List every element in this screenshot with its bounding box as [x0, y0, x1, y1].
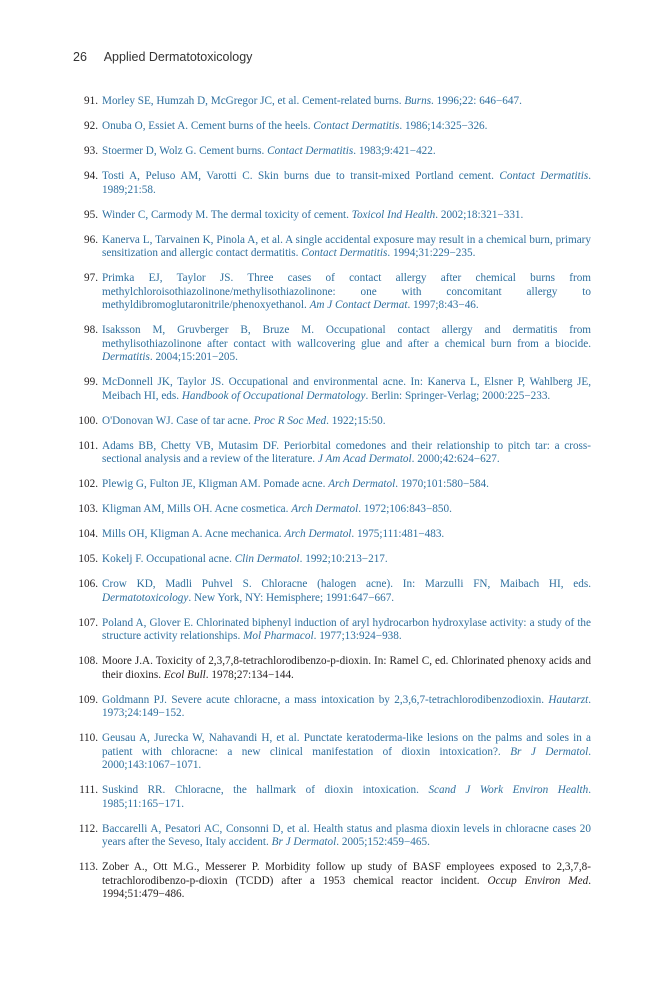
- reference-journal: Contact Dermatitis: [301, 247, 388, 259]
- reference-number: 95.: [84, 208, 98, 221]
- reference-item[interactable]: [76, 209, 591, 223]
- reference-journal: Am J Contact Dermat: [309, 299, 408, 311]
- reference-item[interactable]: [76, 145, 591, 159]
- reference-item[interactable]: [76, 440, 591, 467]
- page-number: 26: [73, 50, 87, 64]
- reference-citation: . 1922;15:50.: [326, 414, 386, 427]
- reference-number: 103.: [78, 503, 98, 515]
- reference-authors-title: Moore J.A. Toxicity of 2,3,7,8-tetrachlorodibenzo-p-dioxin. In: Ramel C, ed. Chlorinated phenoxy acids and their dioxins.: [102, 655, 591, 681]
- reference-item[interactable]: [76, 478, 591, 492]
- book-title: Applied Dermatotoxicology: [103, 50, 253, 64]
- reference-authors-title: McDonnell JK, Taylor JS. Occupational and environmental acne. In: Kanerva L, Elsner P, Wahlberg JE, Meibach HI, eds.: [102, 376, 591, 402]
- reference-text[interactable]: [102, 376, 591, 402]
- reference-text: [102, 861, 591, 900]
- reference-authors-title: Isaksson M, Gruvberger B, Bruze M. Occupational contact allergy and dermatitis from methylisothiazolinone after contact with wallcovering glue and after a chemical burn from a biocide.: [102, 324, 591, 350]
- reference-number: 100.: [78, 414, 98, 427]
- reference-citation: . 1994;31:229−235.: [387, 247, 476, 259]
- reference-text: [102, 655, 591, 681]
- reference-authors-title: Poland A, Glover E. Chlorinated biphenyl induction of aryl hydrocarbon hydroxylase activity: a study of the structure activity relationships.: [102, 616, 591, 642]
- reference-item[interactable]: [76, 553, 591, 567]
- reference-number: 108.: [78, 655, 98, 667]
- reference-journal: Arch Dermatol: [328, 478, 396, 490]
- reference-number: 98.: [84, 324, 98, 336]
- reference-number: 113.: [78, 861, 98, 873]
- reference-citation: . 2004;15:201−205.: [149, 351, 238, 363]
- reference-number: 110.: [78, 732, 98, 744]
- reference-number: 97.: [84, 272, 98, 284]
- reference-item[interactable]: [76, 95, 591, 109]
- reference-item[interactable]: [76, 415, 591, 429]
- reference-authors-title: Baccarelli A, Pesatori AC, Consonni D, et al. Health status and plasma dioxin levels in chloracne cases 20 years after the Seveso, Italy accident.: [102, 822, 591, 848]
- reference-authors-title: Stoermer D, Wolz G. Cement burns.: [102, 145, 268, 157]
- reference-journal: Clin Dermatol: [234, 553, 300, 565]
- reference-authors-title: Zober A., Ott M.G., Messerer P. Morbidity follow up study of BASF employees exposed to 2,3,7,8-tetrachlorodibenzo-p-dioxin (TCDD) after a 1953 chemical reactor incident.: [102, 861, 591, 887]
- reference-list: [76, 95, 591, 913]
- reference-number: 92.: [84, 120, 98, 132]
- reference-journal: Occup Environ Med: [487, 874, 589, 887]
- reference-authors-title: Plewig G, Fulton JE, Kligman AM. Pomade acne.: [102, 478, 329, 490]
- reference-journal: Arch Dermatol: [291, 503, 359, 515]
- reference-item: [76, 655, 591, 682]
- reference-journal: Contact Dermatitis: [267, 145, 354, 157]
- reference-text[interactable]: [102, 503, 452, 515]
- reference-authors-title: Goldmann PJ. Severe acute chloracne, a mass intoxication by 2,3,6,7-tetrachlorodibenzodioxin.: [102, 693, 549, 706]
- running-header: [73, 50, 252, 64]
- reference-text[interactable]: [102, 578, 591, 604]
- reference-citation: . 1994;51:479−486.: [102, 874, 591, 900]
- reference-journal: Hautarzt: [548, 693, 589, 706]
- reference-item[interactable]: [76, 694, 591, 721]
- reference-journal: Contact Dermatitis: [313, 120, 400, 132]
- reference-number: 109.: [78, 693, 98, 706]
- reference-text[interactable]: [102, 478, 489, 490]
- reference-item[interactable]: [76, 732, 591, 773]
- reference-authors-title: Kokelj F. Occupational acne.: [102, 553, 235, 565]
- reference-text[interactable]: [102, 120, 487, 132]
- reference-citation: . 2002;18:321−331.: [435, 208, 524, 221]
- reference-authors-title: Kligman AM, Mills OH. Acne cosmetica.: [102, 503, 292, 515]
- reference-journal: Mol Pharmacol: [243, 630, 314, 642]
- reference-item[interactable]: [76, 528, 591, 542]
- reference-item[interactable]: [76, 324, 591, 365]
- reference-item[interactable]: [76, 823, 591, 850]
- reference-citation: . 1996;22: 646−647.: [431, 95, 522, 107]
- reference-text[interactable]: [102, 553, 388, 565]
- reference-authors-title: Mills OH, Kligman A. Acne mechanica.: [102, 528, 285, 540]
- reference-item[interactable]: [76, 272, 591, 313]
- reference-citation: . 1989;21:58.: [102, 170, 591, 196]
- reference-text[interactable]: [102, 272, 591, 311]
- reference-citation: . 1972;106:843−850.: [358, 503, 452, 515]
- reference-number: 105.: [78, 553, 98, 565]
- reference-text[interactable]: [102, 823, 591, 849]
- reference-text[interactable]: [102, 415, 386, 427]
- reference-journal: Contact Dermatitis: [499, 170, 589, 182]
- reference-number: 93.: [84, 145, 98, 157]
- reference-journal: Burns: [404, 95, 432, 107]
- reference-authors-title: Tosti A, Peluso AM, Varotti C. Skin burns due to transit-mixed Portland cement.: [102, 170, 500, 182]
- reference-authors-title: O'Donovan WJ. Case of tar acne.: [102, 414, 254, 427]
- reference-text[interactable]: [102, 324, 591, 363]
- reference-text[interactable]: [102, 694, 591, 720]
- reference-journal: J Am Acad Dermatol: [317, 453, 412, 465]
- reference-citation: . 1978;27:134−144.: [205, 668, 294, 681]
- reference-journal: Arch Dermatol: [284, 528, 352, 540]
- reference-journal: Proc R Soc Med: [253, 414, 327, 427]
- reference-citation: . 1970;101:580−584.: [395, 478, 489, 490]
- reference-text[interactable]: [102, 784, 591, 810]
- reference-authors-title: Primka EJ, Taylor JS. Three cases of contact allergy after chemical burns from methylchloroisothiazolinone/methylisothiazolinone: one with concomitant allergy to methyldibromoglutaronitrile/phenoxyethanol.: [102, 272, 591, 311]
- reference-item[interactable]: [76, 503, 591, 517]
- reference-citation: . 1975;111:481−483.: [351, 528, 445, 540]
- reference-citation: . 2000;143:1067−1071.: [102, 745, 592, 771]
- reference-journal: Handbook of Occupational Dermatology: [181, 389, 366, 402]
- reference-number: 104.: [78, 528, 98, 540]
- reference-citation: . 2005;152:459−465.: [336, 836, 430, 848]
- reference-number: 111.: [79, 784, 98, 796]
- reference-text[interactable]: [102, 234, 591, 260]
- reference-journal: Toxicol Ind Health: [351, 208, 436, 221]
- reference-authors-title: Kanerva L, Tarvainen K, Pinola A, et al. A single accidental exposure may result in a chemical burn, primary sensitization and allergic contact dermatitis.: [102, 233, 591, 259]
- reference-authors-title: Suskind RR. Chloracne, the hallmark of dioxin intoxication.: [102, 784, 429, 796]
- reference-item[interactable]: [76, 234, 591, 261]
- reference-text[interactable]: [102, 528, 444, 540]
- reference-journal: Ecol Bull: [163, 668, 206, 681]
- reference-journal: Dermatotoxicology: [102, 591, 189, 604]
- reference-citation: . 1977;13:924−938.: [313, 630, 402, 642]
- reference-citation: . 1992;10:213−217.: [299, 553, 388, 565]
- reference-number: 96.: [84, 233, 98, 246]
- reference-number: 94.: [84, 170, 98, 182]
- reference-journal: Dermatitis: [102, 351, 150, 363]
- reference-citation: . 1985;11:165−171.: [102, 784, 591, 810]
- reference-item[interactable]: [76, 617, 591, 644]
- reference-number: 106.: [78, 578, 98, 590]
- reference-number: 99.: [84, 376, 98, 388]
- reference-item[interactable]: [76, 784, 591, 811]
- reference-citation: . 1986;14:325−326.: [399, 120, 488, 132]
- reference-citation: . Berlin: Springer-Verlag; 2000:225−233.: [365, 389, 551, 402]
- reference-item[interactable]: [76, 578, 591, 605]
- reference-authors-title: Crow KD, Madli Puhvel S. Chloracne (halogen acne). In: Marzulli FN, Maibach HI, eds.: [102, 578, 591, 590]
- reference-text[interactable]: [102, 732, 591, 771]
- reference-citation: . New York, NY: Hemisphere; 1991:647−667.: [188, 591, 395, 604]
- reference-journal: Br J Dermatol: [510, 745, 589, 758]
- reference-number: 101.: [78, 439, 98, 452]
- reference-citation: . 2000;42:624−627.: [411, 453, 500, 465]
- reference-journal: Scand J Work Environ Health: [428, 784, 589, 796]
- reference-text[interactable]: [102, 440, 591, 466]
- reference-authors-title: Geusau A, Jurecka W, Nahavandi H, et al. Punctate keratoderma-like lesions on the palms and soles in a patient with chloracne: a new clinical manifestation of dioxin intoxication?.: [102, 732, 591, 758]
- reference-citation: . 1983;9:421−422.: [353, 145, 436, 157]
- reference-number: 102.: [78, 478, 98, 490]
- reference-text[interactable]: [102, 209, 523, 221]
- reference-text[interactable]: [102, 145, 436, 157]
- reference-item[interactable]: [76, 376, 591, 403]
- reference-number: 112.: [78, 822, 98, 835]
- reference-authors-title: Morley SE, Humzah D, McGregor JC, et al. Cement-related burns.: [102, 95, 405, 107]
- reference-journal: Br J Dermatol: [271, 836, 337, 848]
- reference-item[interactable]: [76, 120, 591, 134]
- reference-item[interactable]: [76, 170, 591, 197]
- reference-authors-title: Onuba O, Essiet A. Cement burns of the heels.: [102, 120, 314, 132]
- reference-number: 107.: [78, 616, 98, 629]
- reference-text[interactable]: [102, 617, 591, 643]
- reference-citation: . 1997;8:43−46.: [407, 299, 479, 311]
- reference-number: 91.: [84, 95, 98, 107]
- reference-citation: . 1973;24:149−152.: [102, 693, 591, 719]
- reference-authors-title: Adams BB, Chetty VB, Mutasim DF. Periorbital comedones and their relationship to pitch tar: a cross-sectional analysis and a review of the literature.: [102, 439, 591, 465]
- reference-text[interactable]: [102, 170, 591, 196]
- reference-authors-title: Winder C, Carmody M. The dermal toxicity of cement.: [102, 208, 352, 221]
- reference-text[interactable]: [102, 95, 522, 107]
- reference-item: [76, 861, 591, 902]
